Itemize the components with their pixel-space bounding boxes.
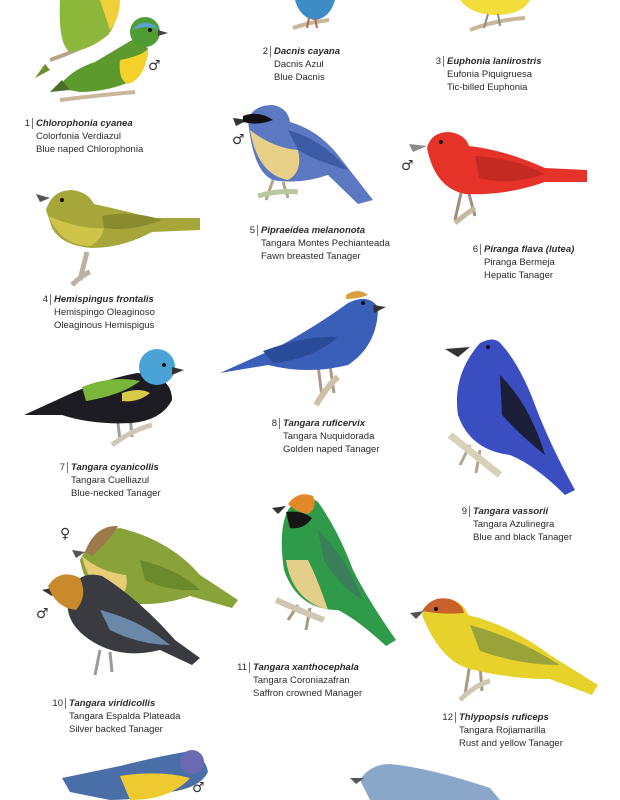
divider <box>65 698 66 709</box>
english-name: Blue Dacnis <box>274 72 325 83</box>
spanish-name: Piranga Bermeja <box>484 257 555 268</box>
divider <box>32 118 33 129</box>
spanish-name: Tangara Montes Pechianteada <box>261 238 390 249</box>
male-symbol: ♂ <box>232 132 245 148</box>
piranga-flava-illustration <box>405 128 590 228</box>
scientific-name: Tangara xanthocephala <box>253 662 359 673</box>
english-name: Hepatic Tanager <box>484 270 554 281</box>
chlorophonia-cyanea-illustration <box>20 0 180 112</box>
species-number: 3 <box>435 56 441 67</box>
bottom-blue-bird-illustration <box>350 760 500 800</box>
dacnis-cayana-illustration <box>285 0 345 36</box>
english-name: Blue naped Chlorophonia <box>36 144 144 155</box>
species-number: 2 <box>262 46 268 57</box>
spanish-name: Tangara Espalda Plateada <box>69 711 181 722</box>
spanish-name: Hemispingo Oleaginoso <box>54 307 155 318</box>
english-name: Golden naped Tanager <box>283 444 380 455</box>
species-caption-12 <box>442 711 563 750</box>
divider <box>257 225 258 236</box>
english-name: Oleaginous Hemispigus <box>54 320 155 331</box>
scientific-name: Tangara vassorii <box>473 506 549 517</box>
tangara-ruficervix-illustration <box>218 285 388 410</box>
male-symbol: ♂ <box>401 158 414 174</box>
scientific-name: Pipraeidea melanonota <box>261 225 366 236</box>
thlypopsis-ruficeps-illustration <box>410 595 600 705</box>
divider <box>480 244 481 255</box>
species-caption-6 <box>472 243 575 282</box>
tangara-viridicollis-illustration <box>40 520 240 685</box>
species-number: 6 <box>472 244 478 255</box>
species-caption-1 <box>24 117 144 156</box>
divider <box>249 662 250 673</box>
scientific-name: Tangara ruficervix <box>283 418 366 429</box>
male-symbol: ♂ <box>192 780 205 796</box>
euphonia-laniirostris-illustration <box>450 0 540 40</box>
species-caption-7 <box>59 461 161 500</box>
divider <box>279 418 280 429</box>
hemispingus-frontalis-illustration <box>32 180 204 290</box>
species-caption-2 <box>262 45 341 84</box>
species-caption-8 <box>271 417 380 456</box>
species-number: 12 <box>442 712 453 723</box>
species-number: 5 <box>249 225 255 236</box>
scientific-name: Chlorophonia cyanea <box>36 118 133 129</box>
divider <box>270 46 271 57</box>
species-number: 7 <box>59 462 65 473</box>
spanish-name: Dacnis Azul <box>274 59 324 70</box>
english-name: Blue-necked Tanager <box>71 488 161 499</box>
english-name: Rust and yellow Tanager <box>459 738 563 749</box>
spanish-name: Eufonia Piquigruesa <box>447 69 533 80</box>
spanish-name: Tangara Coroniazafran <box>253 675 350 686</box>
spanish-name: Tangara Rojiamarilla <box>459 725 546 736</box>
bottom-tanager-illustration <box>60 748 210 800</box>
scientific-name: Piranga flava (lutea) <box>484 244 575 255</box>
english-name: Saffron crowned Manager <box>253 688 363 699</box>
english-name: Blue and black Tanager <box>473 532 573 543</box>
species-number: 10 <box>52 698 63 709</box>
tangara-vassorii-illustration <box>440 335 580 495</box>
species-caption-4 <box>42 293 155 332</box>
species-number: 9 <box>461 506 467 517</box>
divider <box>50 294 51 305</box>
divider <box>455 712 456 723</box>
species-caption-10 <box>52 697 181 736</box>
species-number: 8 <box>271 418 277 429</box>
spanish-name: Colorfonia Verdiazul <box>36 131 122 142</box>
species-number: 1 <box>24 118 30 129</box>
spanish-name: Tangara Azulinegra <box>473 519 555 530</box>
divider <box>443 56 444 67</box>
divider <box>469 506 470 517</box>
spanish-name: Tangara Cuelliazul <box>71 475 150 486</box>
english-name: Silver backed Tanager <box>69 724 163 735</box>
species-caption-5 <box>249 224 390 263</box>
scientific-name: Thlypopsis ruficeps <box>459 712 549 723</box>
english-name: Fawn breasted Tanager <box>261 251 361 262</box>
female-symbol: ♀ <box>60 526 71 542</box>
species-caption-11 <box>237 661 363 700</box>
species-caption-3 <box>435 55 542 94</box>
scientific-name: Hemispingus frontalis <box>54 294 154 305</box>
species-number: 4 <box>42 294 48 305</box>
pipraeidea-melanonota-illustration <box>228 100 378 210</box>
species-caption-9 <box>461 505 573 544</box>
scientific-name: Tangara cyanicollis <box>71 462 159 473</box>
scientific-name: Tangara viridicollis <box>69 698 156 709</box>
scientific-name: Dacnis cayana <box>274 46 341 57</box>
tangara-cyanicollis-illustration <box>22 345 187 450</box>
english-name: Tic-billed Euphonia <box>447 82 528 93</box>
spanish-name: Tangara Nuquidorada <box>283 431 375 442</box>
male-symbol: ♂ <box>148 58 161 74</box>
scientific-name: Euphonia laniirostris <box>447 56 542 67</box>
tangara-xanthocephala-illustration <box>268 490 403 650</box>
male-symbol: ♂ <box>36 606 49 622</box>
divider <box>67 462 68 473</box>
species-number: 11 <box>237 662 247 673</box>
